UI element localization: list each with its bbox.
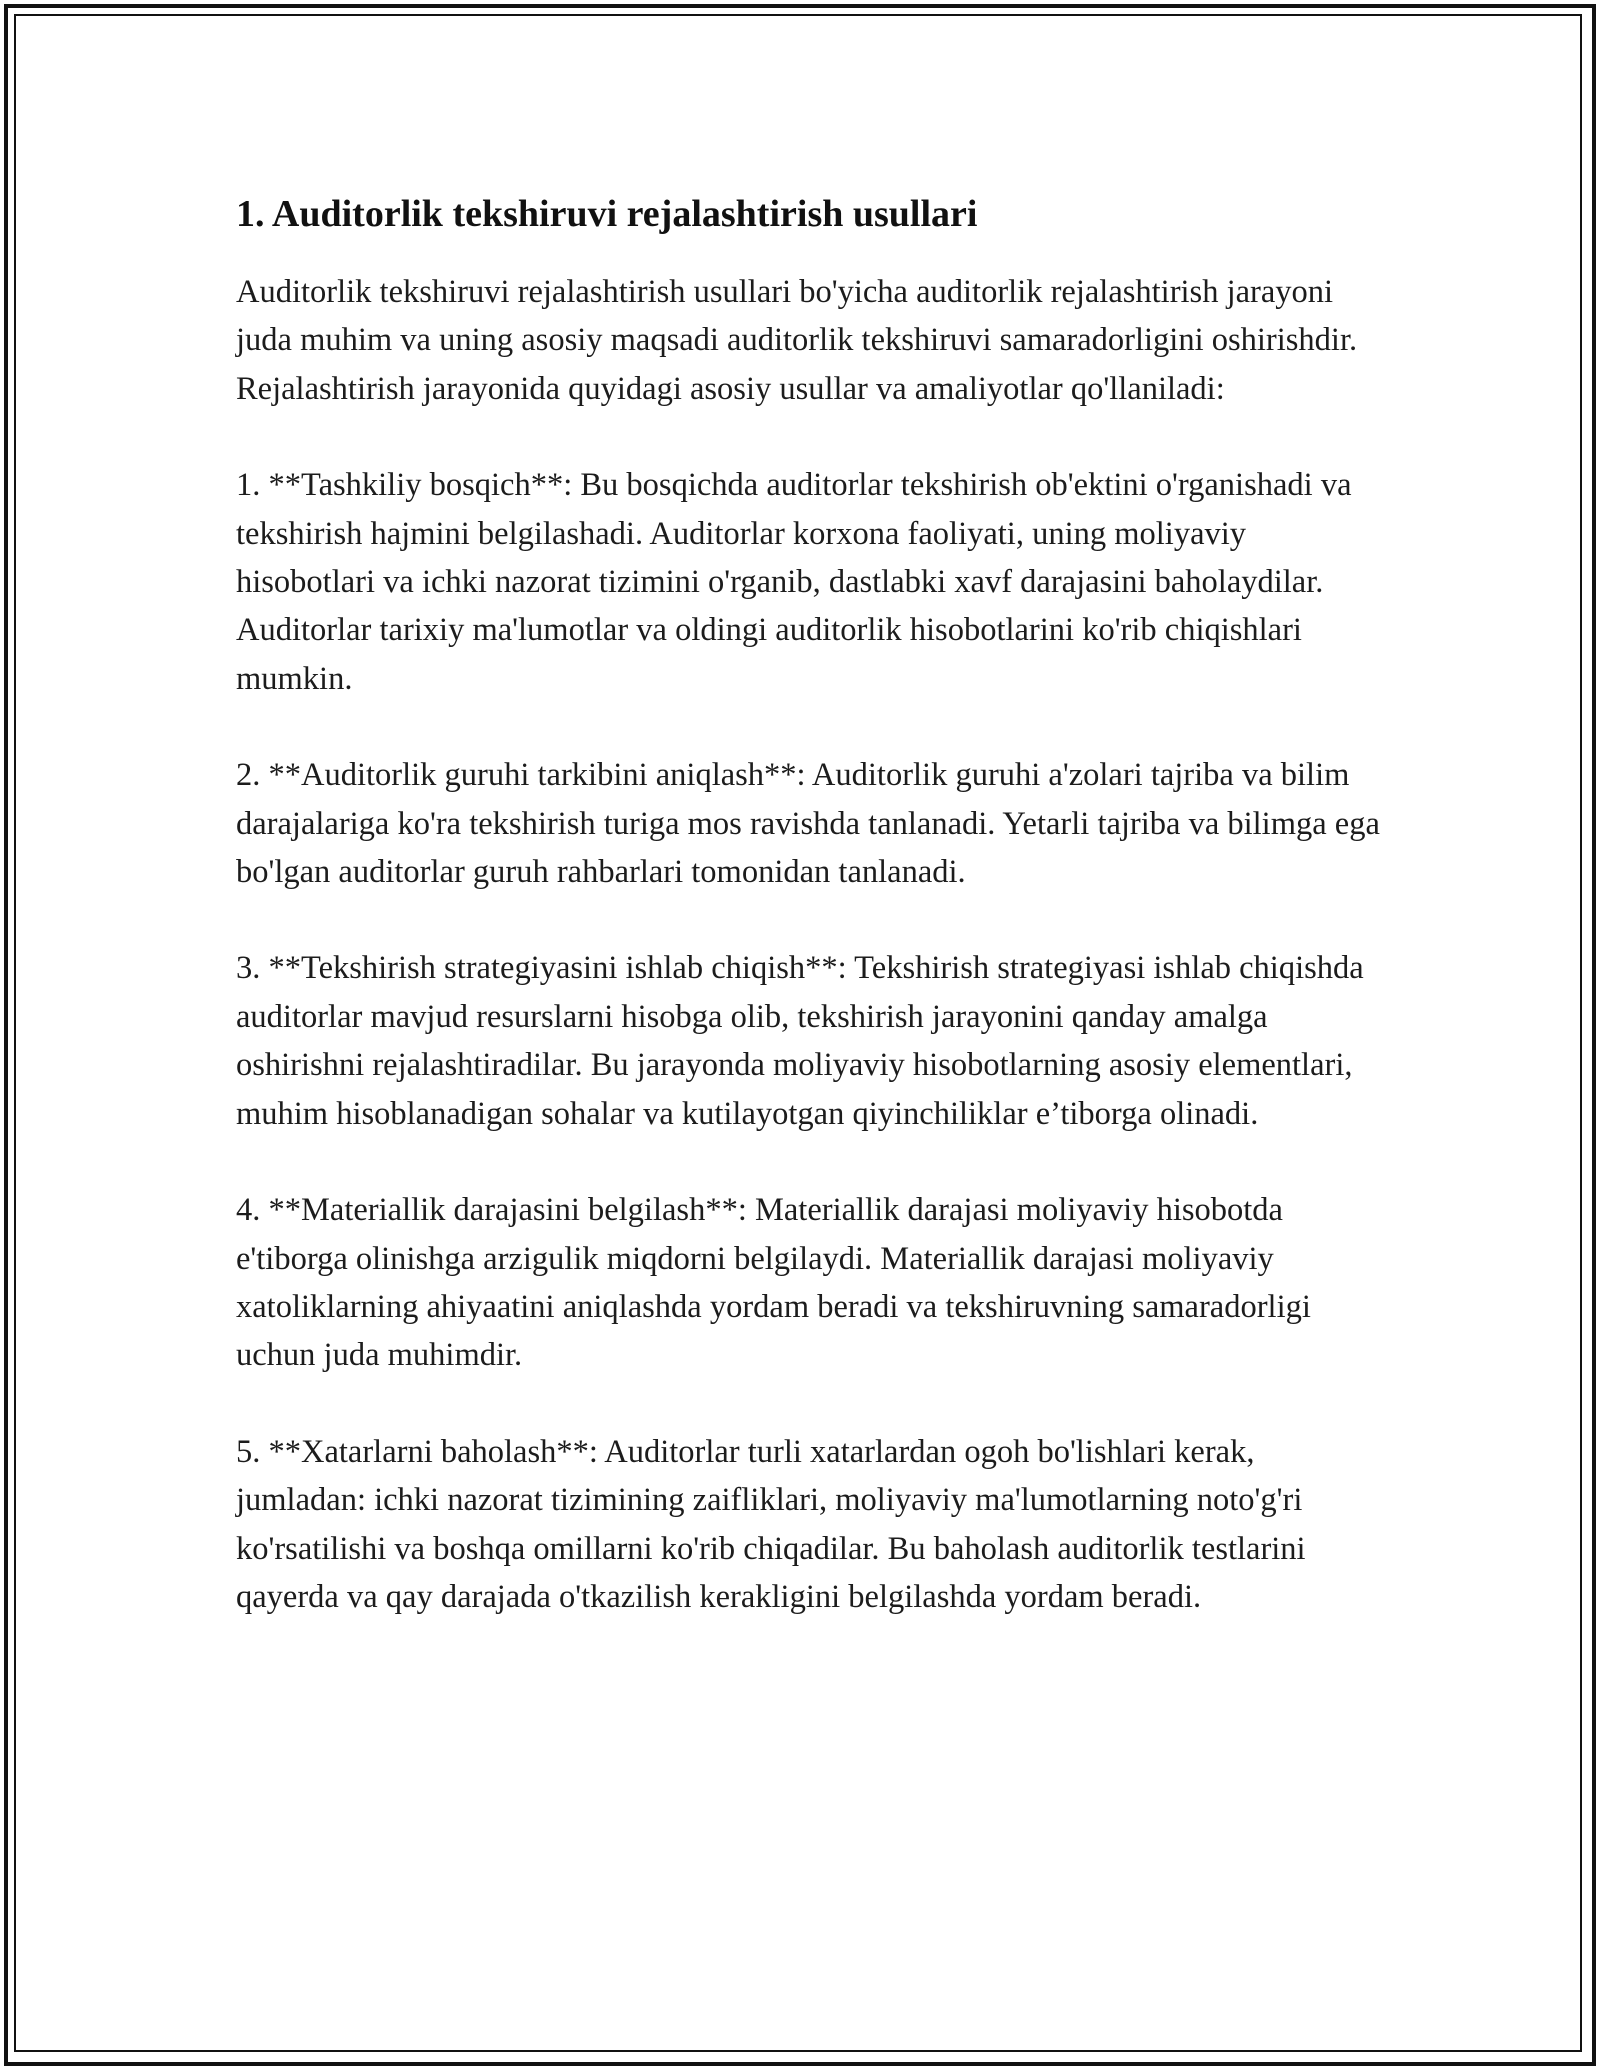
- list-item-tekshirish-strategiyasi: 3. **Tekshirish strategiyasini ishlab chiqish**: Tekshirish strategiyasi ishlab chiqishda auditorlar mavjud resurslarni hisobga olib, tekshirish jarayonini qanday amalga oshirishni rejalashtiradilar. Bu jarayonda moliyaviy hisobotlarning asosiy elementlari, muhim hisoblanadigan sohalar va kutilayotgan qiyinchiliklar e’tiborga olinadi.: [236, 950, 1364, 1132]
- list-item-materiallik-darajasi: 4. **Materiallik darajasini belgilash**: Materiallik darajasi moliyaviy hisobotda e'tiborga olinishga arzigulik miqdorni belgilaydi. Materiallik darajasi moliyaviy xatoliklarning ahiyaatini aniqlashda yordam beradi va tekshiruvning samaradorligi uchun juda muhimdir.: [236, 1192, 1311, 1374]
- section-heading: 1. Auditorlik tekshiruvi rejalashtirish usullari: [236, 193, 978, 235]
- intro-paragraph: Auditorlik tekshiruvi rejalashtirish usullari bo'yicha auditorlik rejalashtirish jarayoni juda muhim va uning asosiy maqsadi auditorlik tekshiruvi samaradorligini oshirishdir. Rejalashtirish jarayonida quyidagi asosiy usullar va amaliyotlar qo'llaniladi:: [236, 274, 1358, 407]
- list-item-auditorlik-guruhi: 2. **Auditorlik guruhi tarkibini aniqlash**: Auditorlik guruhi a'zolari tajriba va bilim darajalariga ko'ra tekshirish turiga mos ravishda tanlanadi. Yetarli tajriba va bilimga ega bo'lgan auditorlar guruh rahbarlari tomonidan tanlanadi.: [236, 757, 1380, 891]
- list-item-tashkiliy-bosqich: 1. **Tashkiliy bosqich**: Bu bosqichda auditorlar tekshirish ob'ektini o'rganishadi va tekshirish hajmini belgilashadi. Auditorlar korxona faoliyati, uning moliyaviy hisobotlari va ichki nazorat tizimini o'rganib, dastlabki xavf darajasini baholaydilar. Auditorlar tarixiy ma'lumotlar va oldingi auditorlik hisobotlarini ko'rib chiqishlari mumkin.: [236, 467, 1352, 697]
- document-body: [236, 186, 1386, 1669]
- list-item-xatarlarni-baholash: 5. **Xatarlarni baholash**: Auditorlar turli xatarlardan ogoh bo'lishlari kerak, jumladan: ichki nazorat tizimining zaifliklari, moliyaviy ma'lumotlarning noto'g'ri ko'rsatilishi va boshqa omillarni ko'rib chiqadilar. Bu baholash auditorlik testlarini qayerda va qay darajada o'tkazilish kerakligini belgilashda yordam beradi.: [236, 1433, 1306, 1615]
